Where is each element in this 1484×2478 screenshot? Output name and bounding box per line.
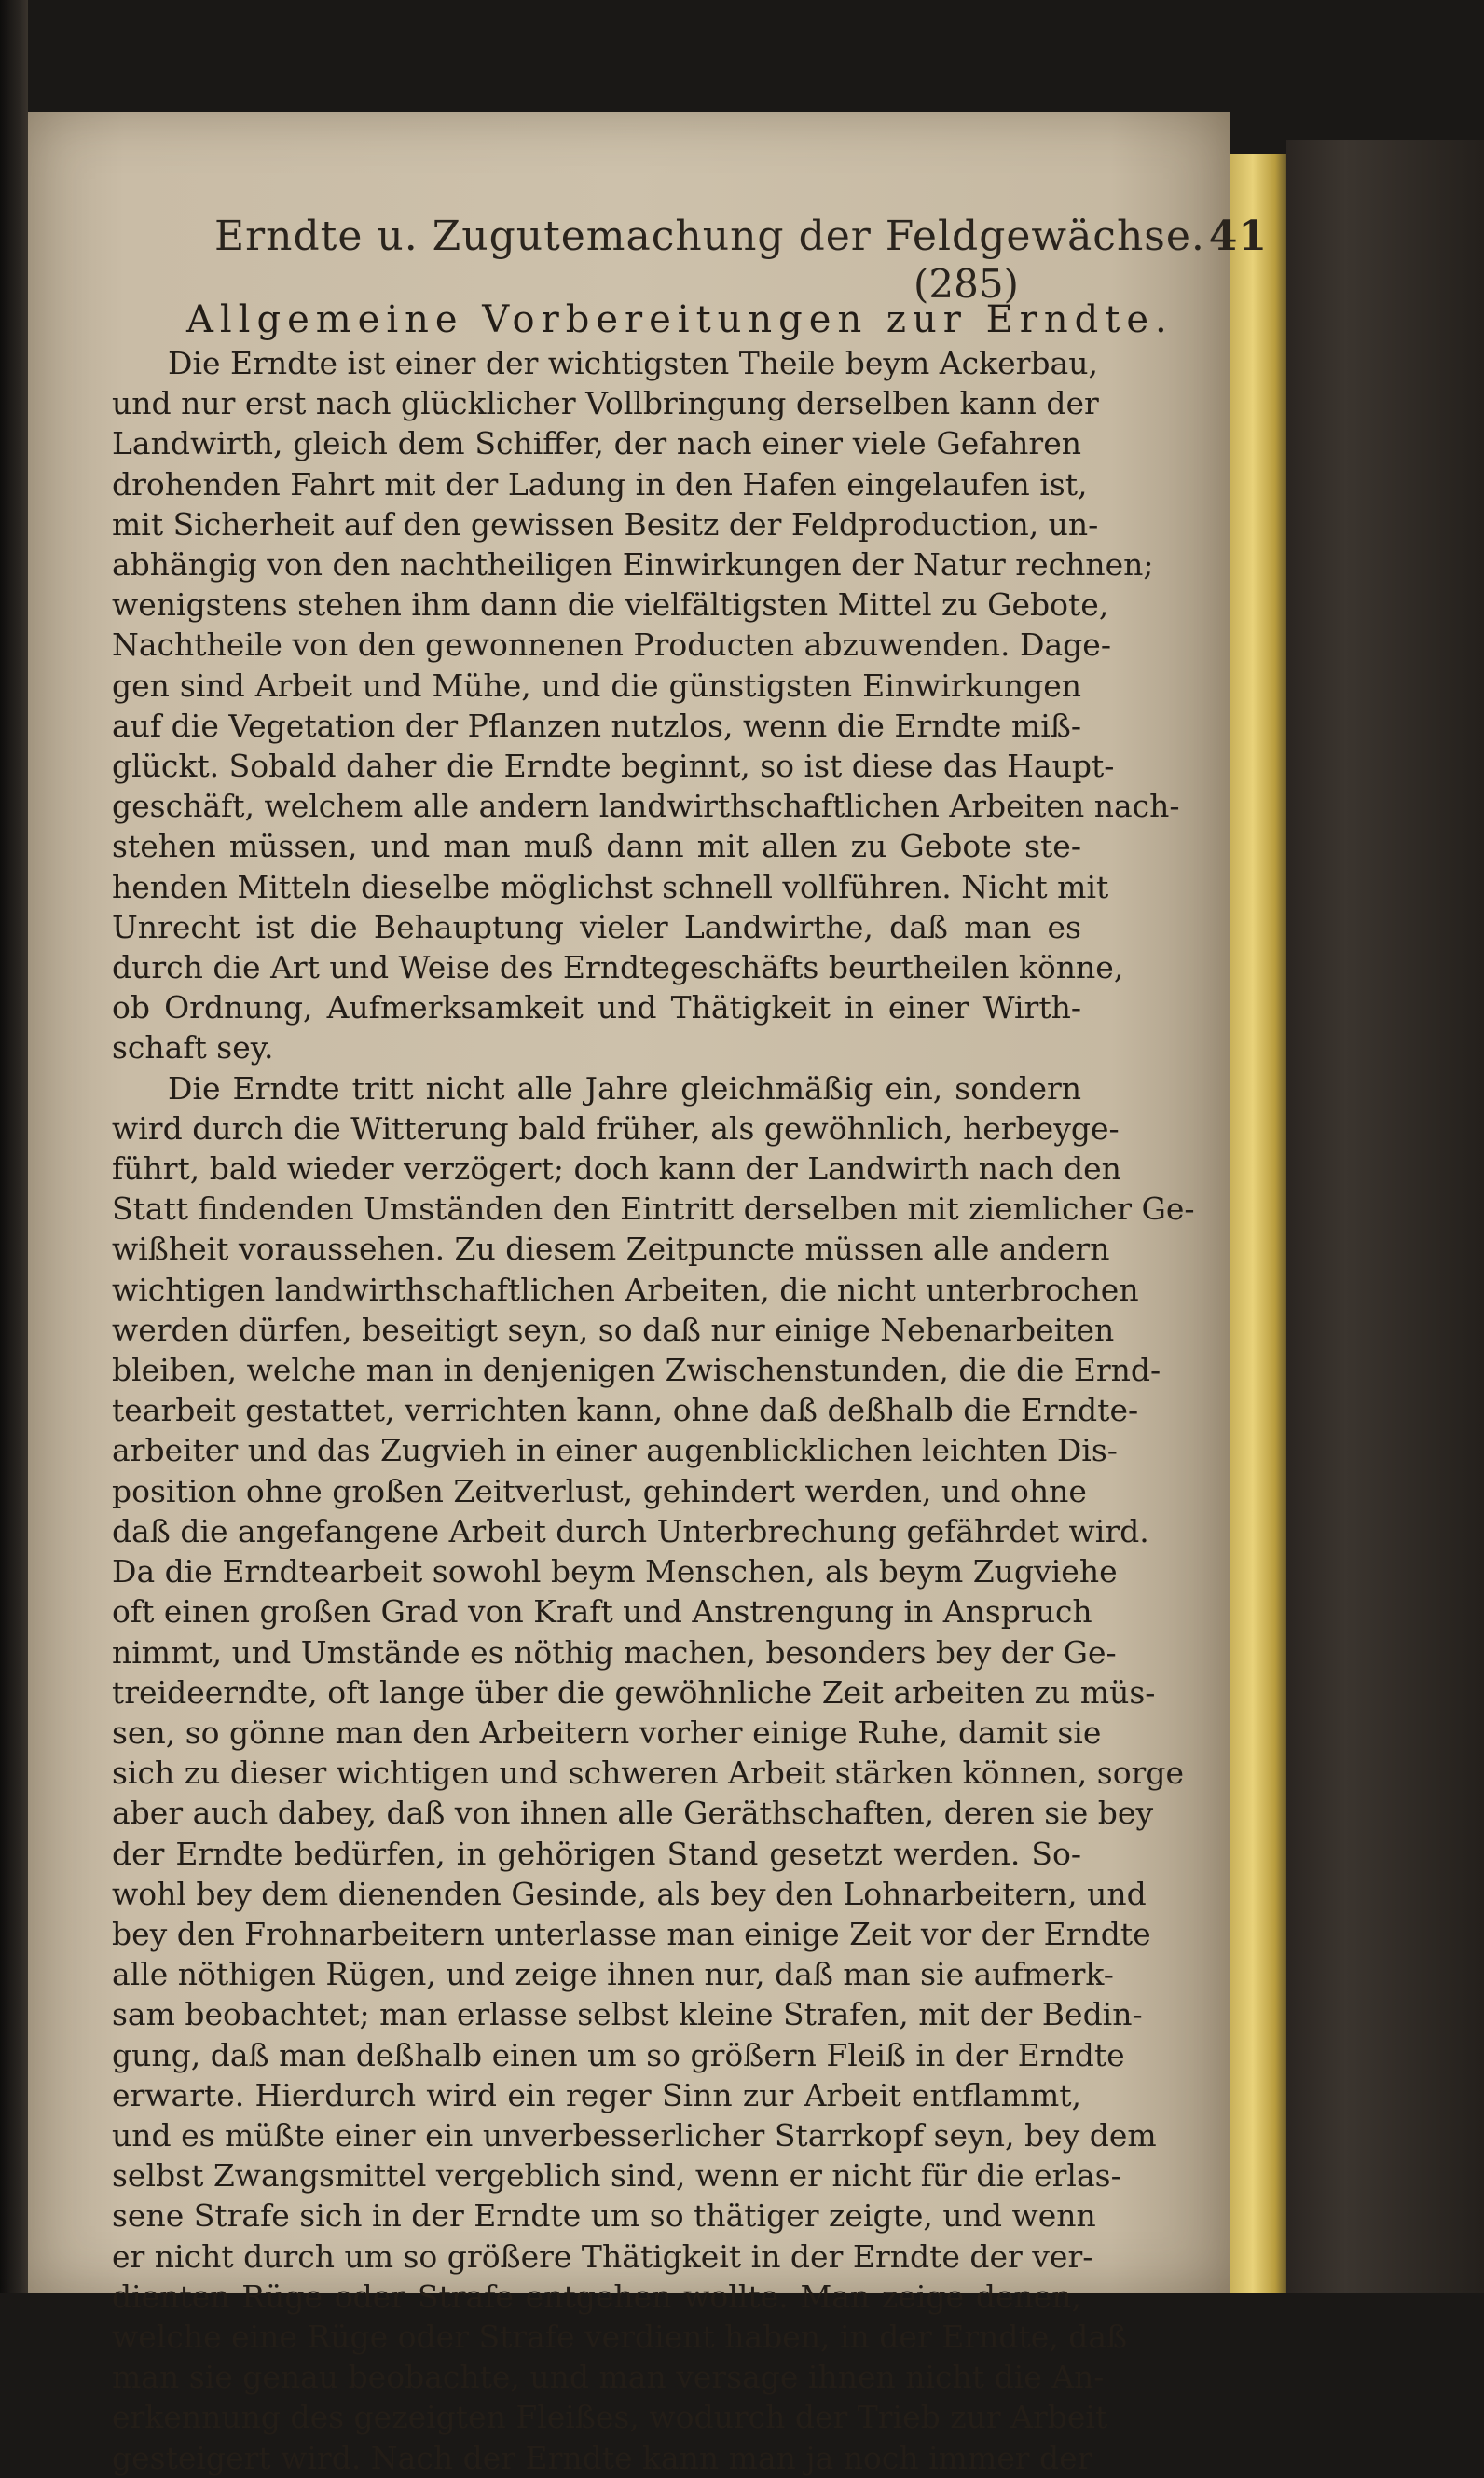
text-line: wird durch die Witterung bald früher, als gewöhnlich, herbeyge- bbox=[112, 1109, 1120, 1147]
text-line: drohenden Fahrt mit der Ladung in den Hafen eingelaufen ist, bbox=[112, 465, 1088, 502]
text-line: Die Erndte ist einer der wichtigsten Theile beym Ackerbau, bbox=[168, 345, 1098, 381]
text-line: oft einen großen Grad von Kraft und Anstrengung in Anspruch bbox=[112, 1593, 1092, 1631]
text-line: geschäft, welchem alle andern landwirthschaftlichen Arbeiten nach- bbox=[112, 788, 1180, 825]
book-spine-shadow bbox=[0, 0, 28, 2293]
text-line: nimmt, und Umstände es nöthig machen, besonders bey der Ge- bbox=[112, 1633, 1117, 1671]
text-line: henden Mitteln dieselbe möglichst schnell vollführen. Nicht mit bbox=[112, 868, 1109, 905]
text-line: position ohne großen Zeitverlust, gehindert werden, und ohne bbox=[112, 1472, 1087, 1509]
text-line: Unrecht ist die Behauptung vieler Landwirthe, daß man es bbox=[112, 908, 1081, 945]
text-line: arbeiter und das Zugvieh in einer augenblicklichen leichten Dis- bbox=[112, 1432, 1118, 1469]
text-line: sich zu dieser wichtigen und schweren Arbeit stärken können, sorge bbox=[112, 1755, 1184, 1792]
text-line: daß die angefangene Arbeit durch Unterbrechung gefährdet wird. bbox=[112, 1512, 1149, 1549]
text-line: werden dürfen, beseitigt seyn, so daß nur einige Nebenarbeiten bbox=[112, 1311, 1115, 1348]
text-line: erkennung des gezeigten Fleißes, wodurch der Trieb zur Arbeit bbox=[112, 2399, 1108, 2436]
text-line: sene Strafe sich in der Erndte um so thätiger zeigte, und wenn bbox=[112, 2197, 1096, 2235]
paragraph bbox=[112, 1068, 1195, 2478]
text-line: dienten Rüge oder Strafe entgehen wollte. Man zeige denen, bbox=[112, 2278, 1081, 2315]
text-line: tearbeit gestattet, verrichten kann, ohne daß deßhalb die Erndte- bbox=[112, 1392, 1139, 1429]
book-cover bbox=[1286, 140, 1484, 2293]
text-line: wißheit voraussehen. Zu diesem Zeitpuncte müssen alle andern bbox=[112, 1231, 1110, 1268]
text-line: er nicht durch um so größere Thätigkeit in der Erndte der ver- bbox=[112, 2237, 1093, 2275]
text-line: sen, so gönne man den Arbeitern vorher einige Ruhe, damit sie bbox=[112, 1714, 1102, 1751]
page-header bbox=[214, 213, 1268, 268]
running-title: Erndte u. Zugutemachung der Feldgewächse. bbox=[214, 213, 1205, 260]
text-line: stehen müssen, und man muß dann mit allen zu Gebote ste- bbox=[112, 828, 1081, 865]
paragraph bbox=[112, 343, 1180, 1068]
text-line: welche eine Rüge oder Strafe verdient haben, in der Erndte, daß bbox=[112, 2318, 1128, 2355]
text-line: gung, daß man deßhalb einen um so größern Fleiß in der Erndte bbox=[112, 2036, 1125, 2073]
text-line: wenigstens stehen ihm dann die vielfältigsten Mittel zu Gebote, bbox=[112, 586, 1109, 624]
page-number: 41 bbox=[1208, 213, 1268, 260]
text-line: bey den Frohnarbeitern unterlasse man einige Zeit vor der Erndte bbox=[112, 1915, 1151, 1952]
text-line: gesteigert wird. Nach der Erndte kann man ja noch immer der bbox=[112, 2439, 1092, 2476]
section-heading: Allgemeine Vorbereitungen zur Erndte. bbox=[186, 298, 1174, 341]
text-line: ob Ordnung, Aufmerksamkeit und Thätigkeit in einer Wirth- bbox=[112, 989, 1081, 1026]
text-line: führt, bald wieder verzögert; doch kann der Landwirth nach den bbox=[112, 1150, 1121, 1188]
text-line: man sie genau beobachte, und man versage ihnen nicht die An- bbox=[112, 2359, 1105, 2396]
body-text bbox=[112, 343, 1195, 2478]
text-line: bleiben, welche man in denjenigen Zwischenstunden, die die Ernd- bbox=[112, 1352, 1161, 1389]
text-line: schaft sey. bbox=[112, 1029, 274, 1067]
text-line: gen sind Arbeit und Mühe, und die günstigsten Einwirkungen bbox=[112, 667, 1081, 704]
text-line: wohl bey dem dienenden Gesinde, als bey den Lohnarbeitern, und bbox=[112, 1875, 1147, 1912]
text-line: alle nöthigen Rügen, und zeige ihnen nur, daß man sie aufmerk- bbox=[112, 1956, 1114, 1993]
text-line: treideerndte, oft lange über die gewöhnliche Zeit arbeiten zu müs- bbox=[112, 1673, 1156, 1711]
text-line: wichtigen landwirthschaftlichen Arbeiten, die nicht unterbrochen bbox=[112, 1271, 1139, 1308]
text-line: Statt findenden Umständen den Eintritt derselben mit ziemlicher Ge- bbox=[112, 1191, 1195, 1228]
text-line: sam beobachtet; man erlasse selbst kleine Strafen, mit der Bedin- bbox=[112, 1996, 1143, 2033]
text-line: durch die Art und Weise des Erndtegeschäfts beurtheilen könne, bbox=[112, 949, 1124, 986]
text-line: Landwirth, gleich dem Schiffer, der nach einer viele Gefahren bbox=[112, 425, 1081, 462]
text-line: abhängig von den nachtheiligen Einwirkungen der Natur rechnen; bbox=[112, 546, 1154, 584]
text-line: und es müßte einer ein unverbesserlicher Starrkopf seyn, bey dem bbox=[112, 2116, 1157, 2154]
gilt-page-edge bbox=[1230, 154, 1286, 2293]
text-line: erwarte. Hierdurch wird ein reger Sinn zur Arbeit entflammt, bbox=[112, 2076, 1081, 2113]
text-line: und nur erst nach glücklicher Vollbringung derselben kann der bbox=[112, 385, 1099, 422]
text-line: Nachtheile von den gewonnenen Producten abzuwenden. Dage- bbox=[112, 626, 1111, 664]
text-line: Die Erndte tritt nicht alle Jahre gleichmäßig ein, sondern bbox=[168, 1069, 1081, 1107]
text-line: aber auch dabey, daß von ihnen alle Geräthschaften, deren sie bey bbox=[112, 1795, 1154, 1832]
text-line: mit Sicherheit auf den gewissen Besitz der Feldproduction, un- bbox=[112, 505, 1099, 543]
text-line: selbst Zwangsmittel vergeblich sind, wenn er nicht für die erlas- bbox=[112, 2157, 1121, 2195]
text-line: der Erndte bedürfen, in gehörigen Stand gesetzt werden. So- bbox=[112, 1835, 1081, 1872]
text-line: Da die Erndtearbeit sowohl beym Menschen, als beym Zugviehe bbox=[112, 1553, 1118, 1590]
text-line: auf die Vegetation der Pflanzen nutzlos, wenn die Erndte miß- bbox=[112, 707, 1081, 744]
text-line: glückt. Sobald daher die Erndte beginnt, so ist diese das Haupt- bbox=[112, 748, 1115, 785]
section-number: (285) bbox=[914, 261, 1019, 307]
